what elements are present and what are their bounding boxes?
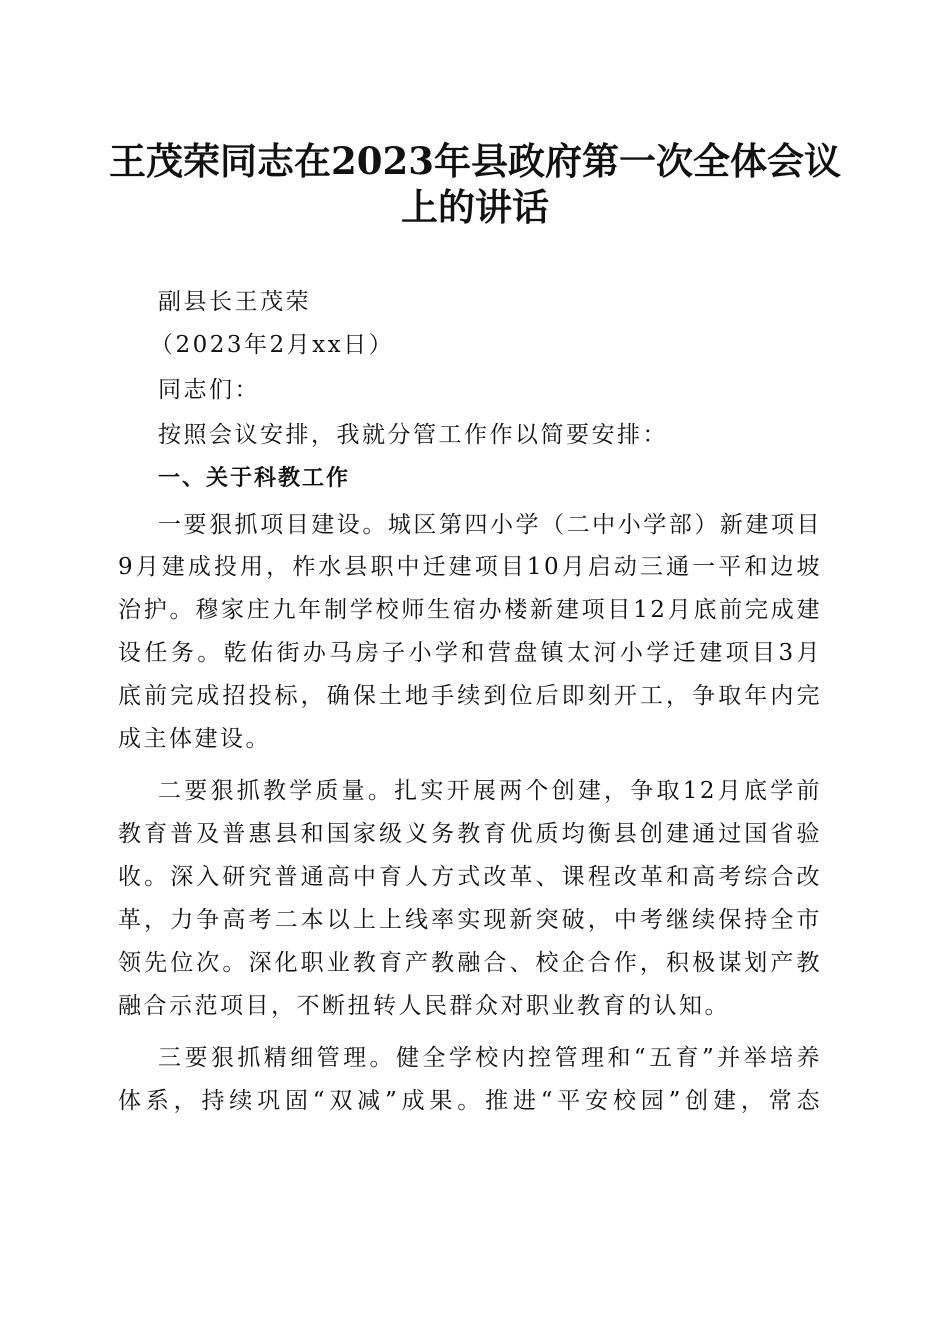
intro-text: 按照会议安排，我就分管工作作以简要安排： (158, 422, 668, 448)
paragraph-2-line: 教育普及普惠县和国家级义务教育优质均衡县创建通过国省验 (118, 821, 822, 847)
paragraph-1-line: 一要狠抓项目建设。城区第四小学（二中小学部）新建项目 (158, 512, 822, 538)
section-heading: 一、关于科教工作 (158, 466, 351, 491)
date-line: （2023年2月xx日） (150, 332, 395, 358)
paragraph-2-line: 领先位次。深化职业教育产教融合、校企合作，积极谋划产教 (118, 950, 822, 976)
paragraph-1-line: 9月建成投用，柞水县职中迁建项目10月启动三通一平和边坡 (118, 554, 822, 580)
paragraph-2-line: 革，力争高考二本以上上线率实现新突破，中考继续保持全市 (118, 907, 822, 933)
paragraph-1-line: 设任务。乾佑街办马房子小学和营盘镇太河小学迁建项目3月 (118, 640, 822, 666)
document-title-line-2: 上的讲话 (401, 185, 549, 229)
author-line: 副县长王茂荣 (158, 289, 311, 315)
paragraph-1-line: 成主体建设。 (118, 726, 271, 752)
paragraph-3-line: 三要狠抓精细管理。健全学校内控管理和“五育”并举培养 (158, 1045, 822, 1071)
paragraph-2-line: 收。深入研究普通高中育人方式改革、课程改革和高考综合改 (118, 864, 822, 890)
paragraph-2-line: 二要狠抓教学质量。扎实开展两个创建，争取12月底学前 (158, 778, 822, 804)
paragraph-2-line: 融合示范项目，不断扭转人民群众对职业教育的认知。 (118, 993, 730, 1019)
salutation: 同志们： (158, 377, 260, 403)
paragraph-1-line: 底前完成招投标，确保土地手续到位后即刻开工，争取年内完 (118, 683, 822, 709)
paragraph-1-line: 治护。穆家庄九年制学校师生宿办楼新建项目12月底前完成建 (118, 597, 822, 623)
paragraph-3-line: 体系，持续巩固“双减”成果。推进“平安校园”创建，常态 (118, 1088, 822, 1114)
document-title-line-1: 王茂荣同志在2023年县政府第一次全体会议 (109, 139, 841, 183)
